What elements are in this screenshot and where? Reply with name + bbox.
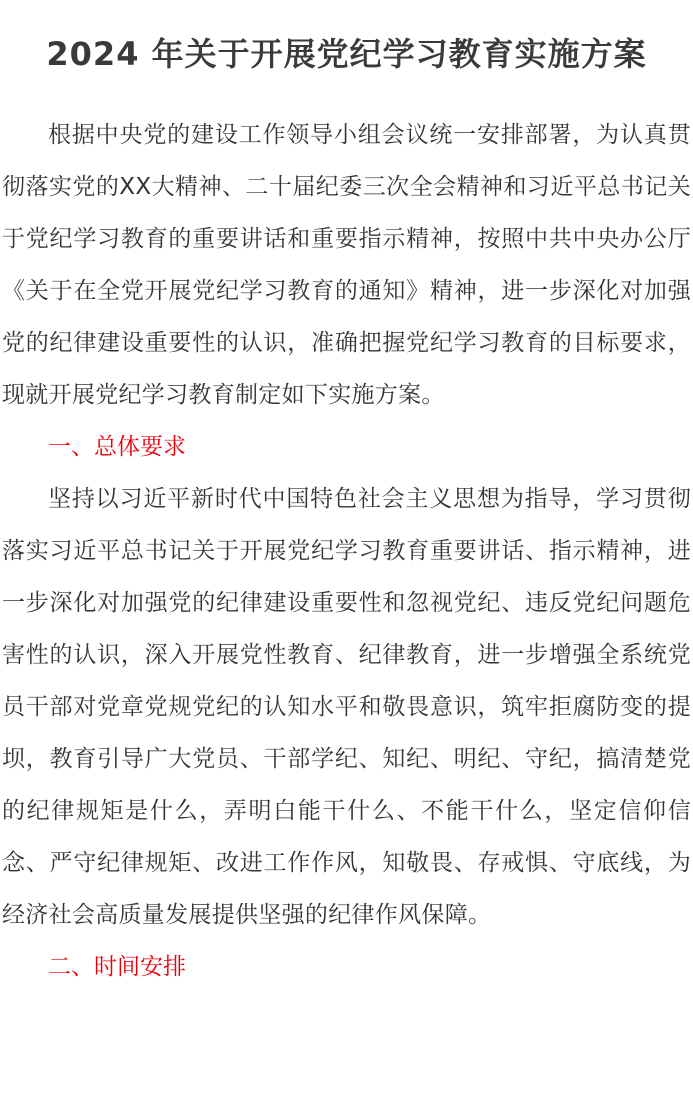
document-title: 2024 年关于开展党纪学习教育实施方案: [46, 35, 647, 73]
section-heading-overall-requirements: 一、总体要求: [48, 434, 186, 460]
intro-paragraph: 根据中央党的建设工作领导小组会议统一安排部署，为认真贯彻落实党的XX大精神、二十届纪委三次全会精神和习近平总书记关于党纪学习教育的重要讲话和重要指示精神，按照中共中央办公厅《关于在全党开展党纪学习教育的通知》精神，进一步深化对加强党的纪律建设重要性的认识，准确把握党纪学习教育的目标要求，现就开展党纪学习教育制定如下实施方案。: [2, 122, 691, 408]
section-body-overall-requirements: 坚持以习近平新时代中国特色社会主义思想为指导，学习贯彻落实习近平总书记关于开展党纪学习教育重要讲话、指示精神，进一步深化对加强党的纪律建设重要性和忽视党纪、违反党纪问题危害性的认识，深入开展党性教育、纪律教育，进一步增强全系统党员干部对党章党规党纪的认知水平和敬畏意识，筑牢拒腐防变的提坝，教育引导广大党员、干部学纪、知纪、明纪、守纪，搞清楚党的纪律规矩是什么，弄明白能干什么、不能干什么，坚定信仰信念、严守纪律规矩、改进工作作风，知敬畏、存戒惧、守底线，为经济社会高质量发展提供坚强的纪律作风保障。: [2, 486, 691, 928]
section-heading-schedule: 二、时间安排: [48, 954, 186, 980]
